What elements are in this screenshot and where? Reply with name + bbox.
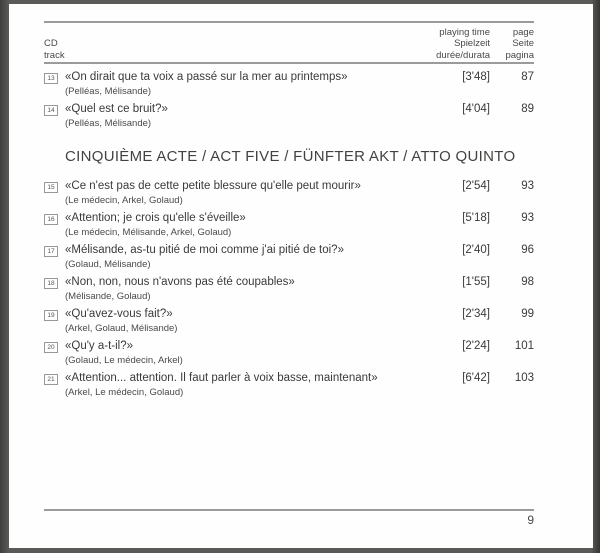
track-main	[65, 243, 435, 271]
track-main	[65, 307, 435, 335]
track-performers: (Arkel, Golaud, Mélisande)	[65, 323, 178, 334]
track-title: «Qu'avez-vous fait?»	[65, 308, 173, 320]
track-main	[65, 179, 435, 207]
track-time: [2'54]	[462, 180, 490, 192]
track-performers: (Golaud, Mélisande)	[65, 259, 151, 270]
track-main	[65, 339, 435, 367]
top-rule	[44, 21, 534, 23]
track-number-box: 13	[44, 73, 58, 84]
track-page: 89	[521, 103, 534, 115]
track-title: «Non, non, nous n'avons pas été coupables»	[65, 276, 295, 288]
cd-label: CD	[44, 38, 58, 49]
track-row	[44, 243, 534, 271]
track-time: [2'40]	[462, 244, 490, 256]
track-page: 103	[514, 372, 534, 384]
track-performers: (Pelléas, Mélisande)	[65, 86, 152, 97]
track-page: 101	[514, 340, 534, 352]
track-performers: (Pelléas, Mélisande)	[65, 118, 152, 129]
booklet-page	[9, 4, 593, 548]
track-row	[44, 371, 534, 399]
track-time: [3'48]	[462, 71, 490, 83]
track-page: 98	[521, 276, 534, 288]
track-time: [2'34]	[462, 308, 490, 320]
track-page: 87	[521, 71, 534, 83]
playing-time-label-fr-it: durée/durata	[436, 49, 490, 61]
track-number-box: 21	[44, 374, 58, 385]
track-performers: (Arkel, Le médecin, Golaud)	[65, 387, 184, 398]
track-number-box: 14	[44, 105, 58, 116]
track-page: 93	[521, 212, 534, 224]
track-label: track	[44, 49, 65, 61]
track-number-box: 18	[44, 278, 58, 289]
track-performers: (Le médecin, Arkel, Golaud)	[65, 195, 183, 206]
playing-time-label-en: playing time	[439, 26, 490, 38]
page-number: 9	[527, 513, 534, 527]
track-performers: (Mélisande, Golaud)	[65, 291, 151, 302]
table-header	[44, 25, 534, 61]
track-row	[44, 307, 534, 335]
track-title: «On dirait que ta voix a passé sur la mer au printemps»	[65, 71, 348, 83]
track-main	[65, 275, 435, 303]
act-heading: CINQUIÈME ACTE / ACT FIVE / FÜNFTER AKT / ATTO QUINTO	[65, 148, 516, 165]
track-title: «Attention; je crois qu'elle s'éveille»	[65, 212, 246, 224]
page-label-de: Seite	[512, 38, 534, 49]
track-main	[65, 70, 435, 98]
track-row	[44, 275, 534, 303]
track-number-box: 20	[44, 342, 58, 353]
playing-time-column-header	[436, 27, 490, 62]
footer-rule	[44, 509, 534, 511]
track-row	[44, 339, 534, 367]
cd-track-column-header	[44, 38, 65, 61]
track-main	[65, 211, 435, 239]
track-number-box: 17	[44, 246, 58, 257]
track-title: «Attention... attention. Il faut parler à voix basse, maintenant»	[65, 372, 378, 384]
track-time: [5'18]	[462, 212, 490, 224]
track-row	[44, 102, 534, 130]
track-list	[44, 70, 534, 403]
page-column-header	[490, 27, 534, 62]
track-main	[65, 371, 435, 399]
track-page: 93	[521, 180, 534, 192]
track-time: [2'24]	[462, 340, 490, 352]
track-page: 96	[521, 244, 534, 256]
track-number-box: 19	[44, 310, 58, 321]
track-time: [4'04]	[462, 103, 490, 115]
track-number-box: 16	[44, 214, 58, 225]
track-title: «Qu'y a-t-il?»	[65, 340, 134, 352]
track-main	[65, 102, 435, 130]
track-performers: (Golaud, Le médecin, Arkel)	[65, 355, 183, 366]
track-performers: (Le médecin, Mélisande, Arkel, Golaud)	[65, 227, 232, 238]
page-label-en: page	[512, 26, 534, 38]
track-title: «Mélisande, as-tu pitié de moi comme j'ai pitié de toi?»	[65, 244, 344, 256]
track-number-box: 15	[44, 182, 58, 193]
track-title: «Ce n'est pas de cette petite blessure qu'elle peut mourir»	[65, 180, 361, 192]
track-row	[44, 70, 534, 98]
page-label-it: pagina	[505, 49, 534, 61]
track-page: 99	[521, 308, 534, 320]
track-time: [6'42]	[462, 372, 490, 384]
header-bottom-rule	[44, 62, 534, 64]
playing-time-label-de: Spielzeit	[454, 38, 490, 49]
track-row	[44, 211, 534, 239]
track-time: [1'55]	[462, 276, 490, 288]
track-title: «Quel est ce bruit?»	[65, 103, 168, 115]
track-row	[44, 179, 534, 207]
